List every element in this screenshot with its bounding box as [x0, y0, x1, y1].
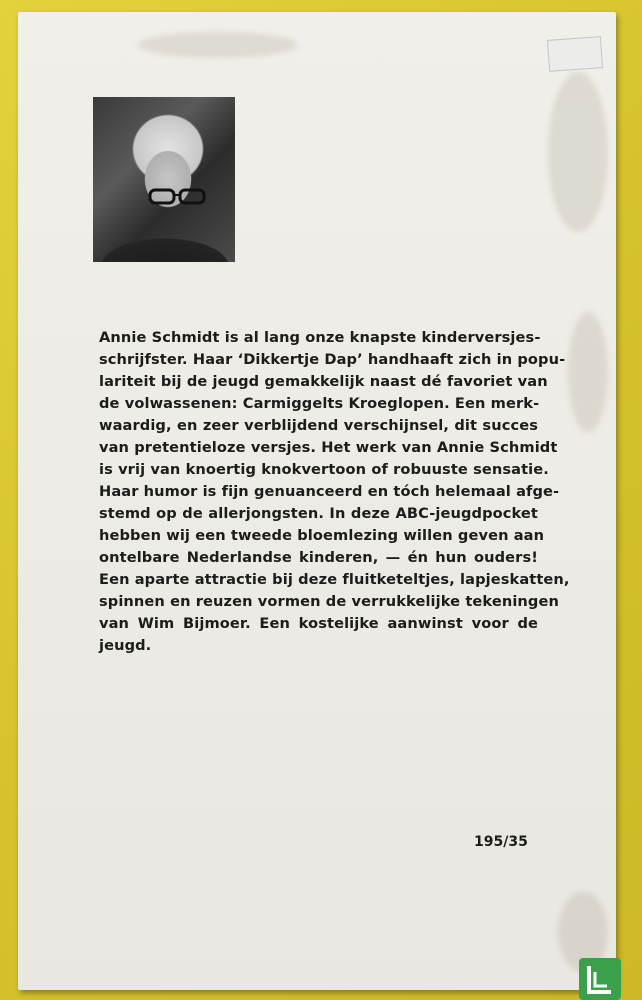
cover-wear-mark: [138, 32, 298, 58]
cover-wear-mark: [548, 72, 608, 232]
blurb-line: ontelbare Nederlandse kinderen, — én hun ouders!: [99, 549, 538, 566]
blurb-paragraph: [99, 327, 570, 657]
cover-wear-mark: [568, 312, 608, 432]
blurb-line: van pretentieloze versjes. Het werk van Annie Schmidt: [99, 439, 558, 456]
site-watermark-icon: [579, 958, 621, 1000]
blurb-line: hebben wij een tweede bloemlezing willen geven aan: [99, 527, 545, 544]
blurb-line: schrijfster. Haar ‘Dikkertje Dap’ handhaaft zich in popu-: [99, 351, 566, 368]
blurb-line: Een aparte attractie bij deze fluitketeltjes, lapjeskatten,: [99, 571, 570, 588]
blurb-line: Annie Schmidt is al lang onze knapste kinderversjes-: [99, 329, 541, 346]
blurb-line: jeugd.: [99, 637, 152, 654]
blurb-line: is vrij van knoertig knokvertoon of robuuste sensatie.: [99, 461, 549, 478]
blurb-line: lariteit bij de jeugd gemakkelijk naast dé favoriet van: [99, 373, 548, 390]
blurb-line: Haar humor is fijn genuanceerd en tóch helemaal afge-: [99, 483, 560, 500]
tape-patch: [547, 36, 603, 72]
author-portrait: [93, 97, 235, 262]
catalog-number: 195/35: [474, 834, 528, 850]
blurb-line: waardig, en zeer verblijdend verschijnsel, dit succes: [99, 417, 538, 434]
blurb-line: stemd op de allerjongsten. In deze ABC-jeugdpocket: [99, 505, 538, 522]
blurb-line: spinnen en reuzen vormen de verrukkelijke tekeningen: [99, 593, 559, 610]
blurb-line: de volwassenen: Carmiggelts Kroeglopen. Een merk-: [99, 395, 540, 412]
blurb-line: van Wim Bijmoer. Een kostelijke aanwinst voor de: [99, 615, 538, 632]
glasses-detail: [132, 186, 222, 208]
